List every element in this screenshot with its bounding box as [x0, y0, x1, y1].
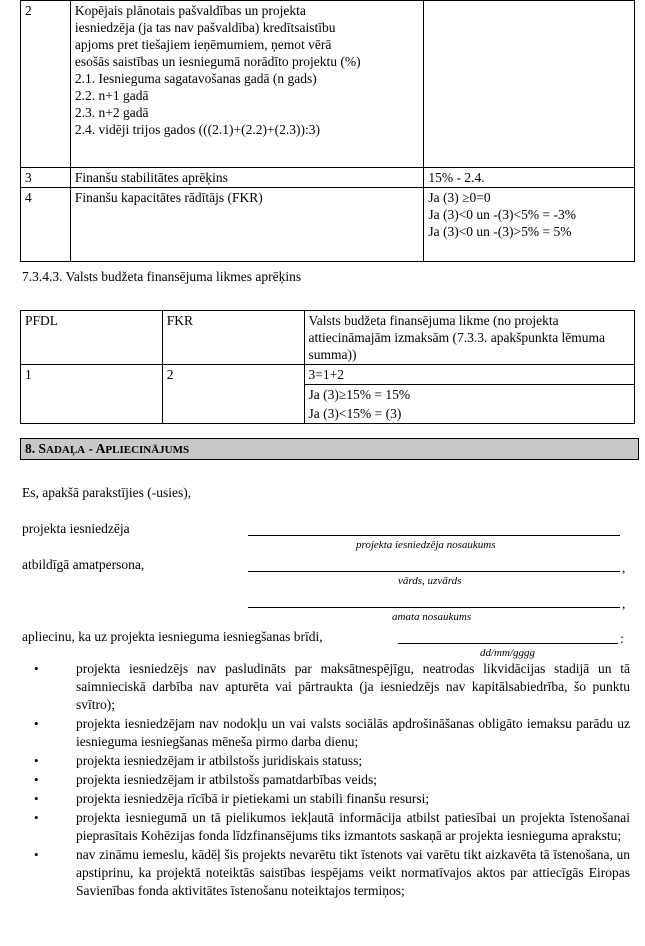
- rate-rule: Ja (3)≥15% = 15%: [308, 387, 411, 402]
- description-line: apjoms pret tiešajiem ieņēmumiem, ņemot vērā: [74, 37, 332, 52]
- list-item-text: projekta iesniedzējam ir atbilstošs juridiskais statuss;: [76, 753, 363, 768]
- description-line: 2.4. vidēji trijos gados (((2.1)+(2.2)+(2.3)):3): [74, 122, 320, 137]
- section-heading: [20, 438, 639, 460]
- list-item: • projekta iesniegumā un tā pielikumos iekļautā informācija atbilst patiesībai un projekta īstenošanai pieprasītais Kohēzijas fonda līdzfinansējums tiks izmantots saskaņā ar projekta iesnieguma aprakstu;: [34, 810, 630, 843]
- section-prefix: 8. S: [25, 441, 47, 456]
- declaration-intro: Es, apakšā parakstījies (-usies),: [22, 485, 192, 500]
- header-rate: Valsts budžeta finansējuma likme (no projekta attiecināmajām izmaksām (7.3.3. apakšpunkta lēmuma summa)): [304, 311, 634, 365]
- colon: :: [620, 631, 624, 646]
- row-number: 3: [21, 168, 71, 188]
- name-caption: vārds, uzvārds: [398, 575, 462, 587]
- official-label: atbildīgā amatpersona,: [22, 557, 145, 572]
- rate-formula: 3=1+2: [305, 365, 634, 385]
- description-line: esošās saistības un iesniegumā norādīto projektu (%): [74, 54, 361, 69]
- description-line: 2.1. Iesnieguma sagatavošanas gadā (n gads): [74, 71, 317, 86]
- row-description: Finanšu stabilitātes aprēķins: [70, 168, 423, 188]
- official-name-field[interactable]: [248, 556, 620, 572]
- applicant-caption: projekta iesniedzēja nosaukums: [356, 539, 496, 551]
- financial-indicators-table: [20, 0, 635, 262]
- description-line: 2.3. n+2 gadā: [74, 105, 149, 120]
- row-value: [424, 1, 635, 168]
- header-pfdl: PFDL: [21, 311, 163, 365]
- description-line: Kopējais plānotais pašvaldības un projekta: [74, 3, 306, 18]
- date-field[interactable]: [398, 628, 618, 644]
- value-line: Ja (3)<0 un -(3)>5% = 5%: [428, 224, 572, 239]
- row-number: 4: [21, 188, 71, 262]
- cell-rate: [304, 365, 634, 424]
- row-description: [70, 1, 423, 168]
- cell-pfdl: 1: [21, 365, 163, 424]
- description-line: 2.2. n+1 gadā: [74, 88, 149, 103]
- section-word: ADAĻA: [46, 444, 86, 456]
- table-row: [21, 1, 635, 168]
- date-caption: dd/mm/gggg: [480, 647, 535, 659]
- section-word: PLIECINĀJUMS: [105, 444, 190, 456]
- applicant-label: projekta iesniedzēja: [22, 521, 130, 536]
- list-item: • nav zināmu iemeslu, kādēļ šis projekts nevarētu tikt īstenots vai varētu tikt aizkavēta tā īstenošana, un apstiprinu, ka projektā noteiktās saistības iespējams veikt normatīvajos aktos par attiecīgās Eiropas Savienības fonda aktivitātes īstenošanu noteiktajos termiņos;: [34, 847, 630, 898]
- row-number: 2: [21, 1, 71, 168]
- list-item: • projekta iesniedzējam ir atbilstošs juridiskais statuss;: [34, 753, 363, 768]
- list-item: • projekta iesniedzējam nav nodokļu un vai valsts sociālās apdrošināšanas obligāto iemaksu parādu uz iesnieguma iesniegšanas mēneša pirmo darba dienu;: [34, 716, 630, 749]
- budget-rate-table: [20, 310, 635, 424]
- list-item-text: projekta iesniedzēja rīcībā ir pietiekami un stabili finanšu resursi;: [76, 791, 430, 806]
- description-line: iesniedzēja (ja tas nav pašvaldība) kredītsaistību: [74, 20, 336, 35]
- table-header-row: [21, 311, 635, 365]
- list-item-text: projekta iesniedzējs nav pasludināts par maksātnespējīgu, neatrodas likvidācijas stadijā un tā saimnieciskā darbība nav apturēta vai pārtraukta (ja iesniedzējs nav kapitālsabiedrība, šo punktu svītro);: [76, 661, 630, 712]
- list-item: • projekta iesniedzēja rīcībā ir pietiekami un stabili finanšu resursi;: [34, 791, 430, 806]
- row-value: 15% - 2.4.: [424, 168, 635, 188]
- list-item: • projekta iesniedzējam ir atbilstošs pamatdarbības veids;: [34, 772, 378, 787]
- value-line: Ja (3)<0 un -(3)<5% = -3%: [428, 207, 577, 222]
- rate-rule: Ja (3)<15% = (3): [308, 406, 402, 421]
- date-label: apliecinu, ka uz projekta iesnieguma iesniegšanas brīdi,: [22, 629, 323, 644]
- row-description: Finanšu kapacitātes rādītājs (FKR): [70, 188, 423, 262]
- header-fkr: FKR: [162, 311, 304, 365]
- list-item-text: projekta iesniedzējam ir atbilstošs pamatdarbības veids;: [76, 772, 378, 787]
- comma: ,: [622, 596, 626, 611]
- row-value: [424, 188, 635, 262]
- list-item-text: projekta iesniegumā un tā pielikumos iekļautā informācija atbilst patiesībai un projekta īstenošanai pieprasītais Kohēzijas fonda līdzfinansējums tiks izmantots saskaņā ar projekta iesnieguma aprakstu;: [76, 810, 630, 843]
- value-line: Ja (3) ≥0=0: [428, 190, 491, 205]
- table-row: [21, 188, 635, 262]
- table-row: [21, 168, 635, 188]
- cell-fkr: 2: [162, 365, 304, 424]
- section-dash: - A: [85, 441, 106, 456]
- list-item-text: projekta iesniedzējam nav nodokļu un vai valsts sociālās apdrošināšanas obligāto iemaksu parādu uz iesnieguma iesniegšanas mēneša pirmo darba dienu;: [76, 716, 630, 749]
- table-row: [21, 365, 635, 424]
- comma: ,: [622, 560, 626, 575]
- applicant-name-field[interactable]: [248, 520, 620, 536]
- declaration-list: [30, 660, 630, 901]
- position-field[interactable]: [248, 592, 620, 608]
- position-caption: amata nosaukums: [392, 611, 472, 623]
- subheading: 7.3.4.3. Valsts budžeta finansējuma likmes aprēķins: [22, 269, 302, 284]
- list-item: • projekta iesniedzējs nav pasludināts par maksātnespējīgu, neatrodas likvidācijas stadijā un tā saimnieciskā darbība nav apturēta vai pārtraukta (ja iesniedzējs nav kapitālsabiedrība, šo punktu svītro);: [34, 661, 630, 712]
- list-item-text: nav zināmu iemeslu, kādēļ šis projekts nevarētu tikt īstenots vai varētu tikt aizkavēta tā īstenošana, un apstiprinu, ka projektā noteiktās saistības iespējams veikt normatīvajos aktos par attiecīgās Eiropas Savienības fonda aktivitātes īstenošanu noteiktajos termiņos;: [76, 847, 630, 898]
